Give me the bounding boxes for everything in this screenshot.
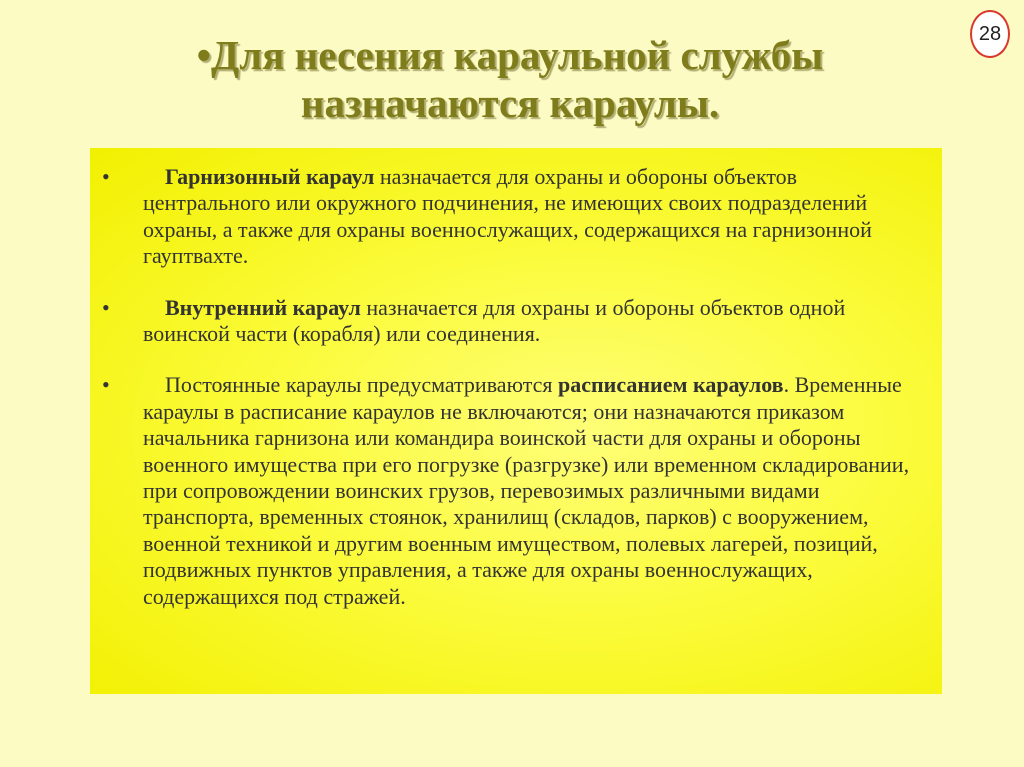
slide-title-line-2: назначаются караулы. <box>300 80 720 126</box>
bullet-marker: • <box>102 372 110 398</box>
slide-title <box>150 31 870 127</box>
bullet-item-permanent-guards <box>90 372 942 610</box>
bullet-list <box>90 164 942 635</box>
bullet-body: . Временные караулы в расписание караулов не включаются; они назначаются приказом начальника гарнизона или командира воинской части для охраны и обороны военного имущества при его погрузке (разгрузке) или временном складировании, при сопровождении воинских грузов, перевозимых различными видами транспорта, временных стоянок, хранилищ (складов, парков) с вооружением, военной техникой и другим военным имуществом, полевых лагерей, позиций, подвижных пунктов управления, а также для охраны военнослужащих, содержащихся под стражей. <box>143 372 910 609</box>
slide-title-line-1: •Для несения караульной службы <box>196 32 824 78</box>
bullet-text <box>143 295 924 348</box>
bullet-bold-term: расписанием караулов <box>557 372 784 398</box>
bullet-item-internal-guard <box>90 295 942 348</box>
bullet-marker: • <box>102 164 110 189</box>
content-box <box>90 148 942 694</box>
bullet-bold-term: Гарнизонный караул <box>165 164 375 189</box>
bullet-text <box>143 372 924 610</box>
bullet-marker: • <box>102 294 110 320</box>
bullet-item-garrison-guard <box>90 164 942 270</box>
bullet-text <box>143 164 924 270</box>
bullet-body: назначается для охраны и обороны объектов центрального или окружного подчинения, не имеющих своих подразделений охраны, а также для охраны военнослужащих, содержащихся на гарнизонной гауптвахте. <box>143 164 872 269</box>
bullet-lead-text: Постоянные караулы предусматриваются <box>165 372 558 398</box>
bullet-body: назначается для охраны и обороны объектов одной воинской части (корабля) или соединения. <box>143 294 846 347</box>
bullet-bold-term: Внутренний караул <box>165 294 361 320</box>
page-number-badge: 28 <box>970 10 1010 58</box>
